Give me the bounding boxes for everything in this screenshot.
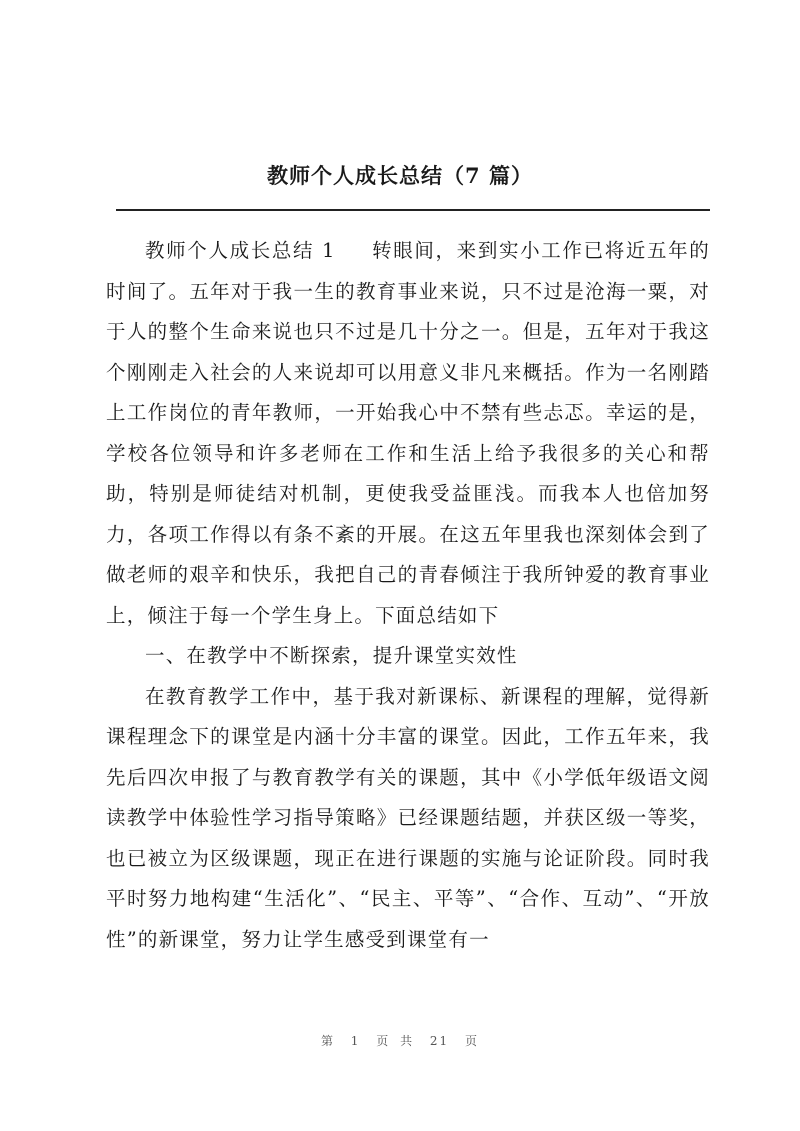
footer-page-number: 1 xyxy=(350,1034,361,1048)
title-underline xyxy=(116,209,710,211)
document-title: 教师个人成长总结（7 篇） xyxy=(267,163,533,188)
footer-total-pages: 21 xyxy=(429,1034,450,1048)
page-footer xyxy=(0,1032,800,1049)
footer-suffix: 页 xyxy=(465,1034,480,1048)
paragraph-2: 一、在教学中不断探索，提升课堂实效性 xyxy=(145,644,518,667)
footer-middle: 页 共 xyxy=(376,1034,415,1048)
document-body xyxy=(106,231,710,960)
paragraph-1-text: 转眼间，来到实小工作已将近五年的时间了。五年对于我一生的教育事业来说，只不过是沧海一粟，对于人的整个生命来说也只不过是几十分之一。但是，五年对于我这个刚刚走入社会的人来说却可以用意义非凡来概括。作为一名刚踏上工作岗位的青年教师，一开始我心中不禁有些忐忑。幸运的是，学校各位领导和许多老师在工作和生活上给予我很多的关心和帮助，特别是师徒结对机制，更使我受益匪浅。而我本人也倍加努力，各项工作得以有条不紊的开展。在这五年里我也深刻体会到了做老师的艰辛和快乐，我把自己的青春倾注于我所钟爱的教育事业上，倾注于每一个学生身上。下面总结如下 xyxy=(106,239,711,627)
paragraph-3: 在教育教学工作中，基于我对新课标、新课程的理解，觉得新课程理念下的课堂是内涵十分丰富的课堂。因此，工作五年来，我先后四次申报了与教育教学有关的课题，其中《小学低年级语文阅读教学中体验性学习指导策略》已经课题结题，并获区级一等奖，也已被立为区级课题，现正在进行课题的实施与论证阶段。同时我平时努力地构建“生活化”、“民主、平等”、“合作、互动”、“开放性”的新课堂，努力让学生感受到课堂有一 xyxy=(106,684,710,951)
footer-prefix: 第 xyxy=(320,1034,335,1048)
section-heading-1: 教师个人成长总结 1 xyxy=(145,239,336,262)
paragraph-1 xyxy=(106,231,710,636)
